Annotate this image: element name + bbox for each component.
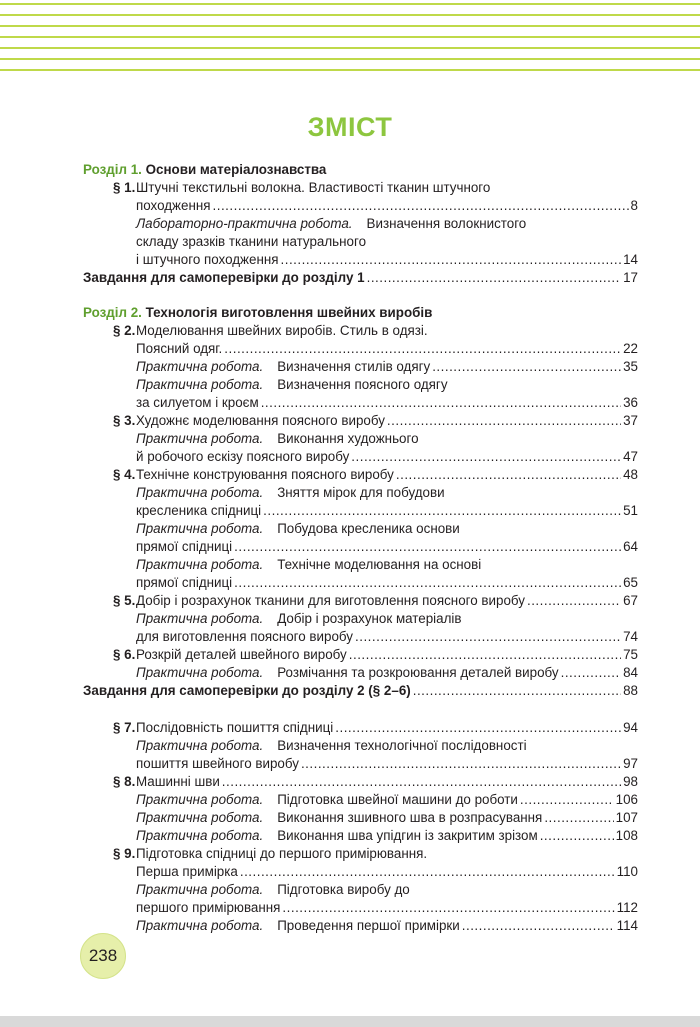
page-ref: 114: [616, 918, 638, 933]
work-text: Виконання художнього: [277, 431, 419, 446]
page-ref: 107: [615, 810, 638, 825]
work-text: і штучного походження: [136, 252, 279, 267]
paragraph-number: § 4.: [113, 467, 136, 482]
toc-entry[interactable]: [83, 412, 638, 430]
work-text: Побудова кресленика основи: [277, 521, 460, 536]
toc-review[interactable]: [83, 682, 638, 700]
entry-text: Перша примірка: [136, 864, 238, 879]
work-label: Практична робота.: [136, 828, 264, 843]
work-label: Практична робота.: [136, 882, 264, 897]
toc-entry[interactable]: [83, 646, 638, 664]
work-text: кресленика спідниці: [136, 503, 262, 518]
work-text: й робочого ескізу поясного виробу: [136, 449, 350, 464]
page-ref: 17: [623, 270, 638, 285]
page-ref: 51: [623, 503, 638, 518]
toc-work[interactable]: [83, 881, 638, 899]
page-ref: 88: [623, 683, 638, 698]
toc-work[interactable]: [83, 827, 638, 845]
page-ref: 106: [615, 792, 638, 807]
toc-work[interactable]: [83, 430, 638, 448]
toc-work-cont[interactable]: [83, 233, 638, 251]
entry-text: Послідовність пошиття спідниці: [136, 720, 334, 735]
toc-entry-cont[interactable]: [83, 197, 638, 215]
work-text: прямої спідниці: [136, 575, 233, 590]
page-ref: 37: [623, 413, 638, 428]
toc-work[interactable]: [83, 664, 638, 682]
table-of-contents: [83, 161, 638, 935]
toc-work[interactable]: [83, 737, 638, 755]
toc-work[interactable]: [83, 556, 638, 574]
section-heading: [83, 161, 638, 179]
paragraph-number: § 1.: [113, 180, 136, 195]
paragraph-number: § 5.: [113, 593, 136, 608]
work-text: Проведення першої примірки: [277, 918, 460, 933]
page-ref: 84: [623, 665, 638, 680]
paragraph-number: § 8.: [113, 774, 136, 789]
work-text: за силуетом і кроєм: [136, 395, 259, 410]
toc-entry[interactable]: [83, 466, 638, 484]
toc-work-cont[interactable]: [83, 574, 638, 592]
toc-work-cont[interactable]: [83, 502, 638, 520]
toc-work[interactable]: [83, 484, 638, 502]
entry-text: Розкрій деталей швейного виробу: [136, 647, 347, 662]
page-ref: 35: [623, 359, 638, 374]
toc-entry[interactable]: [83, 322, 638, 340]
entry-text: походження: [136, 198, 211, 213]
page-number-badge: 238: [80, 933, 126, 979]
toc-work[interactable]: [83, 520, 638, 538]
work-text: Підготовка швейної машини до роботи: [277, 792, 518, 807]
work-text: для виготовлення поясного виробу: [136, 629, 353, 644]
page-title: ЗМІСТ: [307, 112, 393, 142]
work-text: Технічне моделювання на основі: [277, 557, 482, 572]
toc-entry[interactable]: [83, 719, 638, 737]
entry-text: Машинні шви: [136, 774, 220, 789]
page-ref: 94: [623, 720, 638, 735]
work-label: Практична робота.: [136, 918, 264, 933]
toc-work-cont[interactable]: [83, 394, 638, 412]
section-name: Основи матеріалознавства: [145, 162, 327, 177]
work-label: Практична робота.: [136, 611, 264, 626]
work-label: Лабораторно-практична робота.: [136, 216, 353, 231]
page-ref: 14: [623, 252, 638, 267]
work-text: пошиття швейного виробу: [136, 756, 299, 771]
page-ref: 108: [615, 828, 638, 843]
work-text: Визначення волокнистого: [366, 216, 527, 231]
entry-text: Добір і розрахунок тканини для виготовлення поясного виробу: [136, 593, 525, 608]
section-label: Розділ 1.: [83, 162, 142, 177]
toc-entry-cont[interactable]: [83, 340, 638, 358]
toc-work-cont[interactable]: [83, 538, 638, 556]
work-label: Практична робота.: [136, 359, 264, 374]
toc-work[interactable]: [83, 358, 638, 376]
work-label: Практична робота.: [136, 665, 264, 680]
page-ref: 65: [623, 575, 638, 590]
toc-work-cont[interactable]: [83, 448, 638, 466]
toc-work-cont[interactable]: [83, 755, 638, 773]
work-label: Практична робота.: [136, 738, 264, 753]
work-text: Визначення стилів одягу: [277, 359, 431, 374]
section-heading: [83, 304, 638, 322]
work-text: Виконання зшивного шва в розпрасування: [277, 810, 543, 825]
toc-work[interactable]: [83, 610, 638, 628]
toc-work[interactable]: [83, 917, 638, 935]
section-label: Розділ 2.: [83, 305, 142, 320]
toc-entry[interactable]: [83, 773, 638, 791]
paragraph-number: § 7.: [113, 720, 136, 735]
toc-work[interactable]: [83, 809, 638, 827]
work-text: Визначення технологічної послідовності: [277, 738, 527, 753]
page-ref: 47: [623, 449, 638, 464]
work-text: Виконання шва упідгин із закритим зрізом: [277, 828, 538, 843]
page-ref: 48: [623, 467, 638, 482]
page-ref: 112: [616, 900, 638, 915]
page-ref: 67: [623, 593, 638, 608]
toc-work-cont[interactable]: [83, 628, 638, 646]
work-text: Розмічання та розкроювання деталей виробу: [277, 665, 559, 680]
toc-review[interactable]: [83, 269, 638, 287]
review-text: Завдання для самоперевірки до розділу 1: [83, 270, 365, 285]
paragraph-number: § 9.: [113, 846, 136, 861]
toc-work[interactable]: [83, 376, 638, 394]
work-label: Практична робота.: [136, 485, 264, 500]
work-text: прямої спідниці: [136, 539, 233, 554]
page-ref: 36: [623, 395, 638, 410]
toc-entry[interactable]: [83, 179, 638, 197]
work-label: Практична робота.: [136, 557, 264, 572]
toc-entry[interactable]: [83, 592, 638, 610]
work-text: складу зразків тканини натурального: [136, 234, 367, 249]
work-text: першого примірювання: [136, 900, 281, 915]
work-text: Підготовка виробу до: [277, 882, 410, 897]
work-label: Практична робота.: [136, 810, 264, 825]
entry-text: Художнє моделювання поясного виробу: [136, 413, 385, 428]
work-text: Добір і розрахунок матеріалів: [277, 611, 462, 626]
paragraph-number: § 3.: [113, 413, 136, 428]
work-label: Практична робота.: [136, 377, 264, 392]
page-ref: 110: [616, 864, 638, 879]
page-ref: 22: [623, 341, 638, 356]
work-label: Практична робота.: [136, 792, 264, 807]
work-text: Визначення поясного одягу: [277, 377, 448, 392]
header-stripes: [0, 0, 700, 78]
page-ref: 97: [623, 756, 638, 771]
entry-text: Моделювання швейних виробів. Стиль в одязі.: [136, 323, 428, 338]
page-ref: 64: [623, 539, 638, 554]
entry-text: Підготовка спідниці до першого примірювання.: [136, 846, 428, 861]
review-text: Завдання для самоперевірки до розділу 2 (§ 2–6): [83, 683, 411, 698]
work-label: Практична робота.: [136, 431, 264, 446]
toc-work[interactable]: [83, 215, 638, 233]
bottom-bar: [0, 1016, 700, 1027]
entry-text: Технічне конструювання поясного виробу: [136, 467, 394, 482]
paragraph-number: § 2.: [113, 323, 136, 338]
toc-work-cont[interactable]: [83, 251, 638, 269]
toc-entry[interactable]: [83, 845, 638, 863]
entry-text: Поясний одяг.: [136, 341, 223, 356]
entry-text: Штучні текстильні волокна. Властивості тканин штучного: [136, 180, 491, 195]
paragraph-number: § 6.: [113, 647, 136, 662]
toc-work[interactable]: [83, 791, 638, 809]
page-ref: 75: [623, 647, 638, 662]
section-name: Технологія виготовлення швейних виробів: [145, 305, 433, 320]
page-ref: 8: [630, 198, 638, 213]
work-text: Зняття мірок для побудови: [277, 485, 445, 500]
toc-entry-cont[interactable]: [83, 863, 638, 881]
work-label: Практична робота.: [136, 521, 264, 536]
toc-work-cont[interactable]: [83, 899, 638, 917]
page-ref: 74: [623, 629, 638, 644]
page-ref: 98: [623, 774, 638, 789]
